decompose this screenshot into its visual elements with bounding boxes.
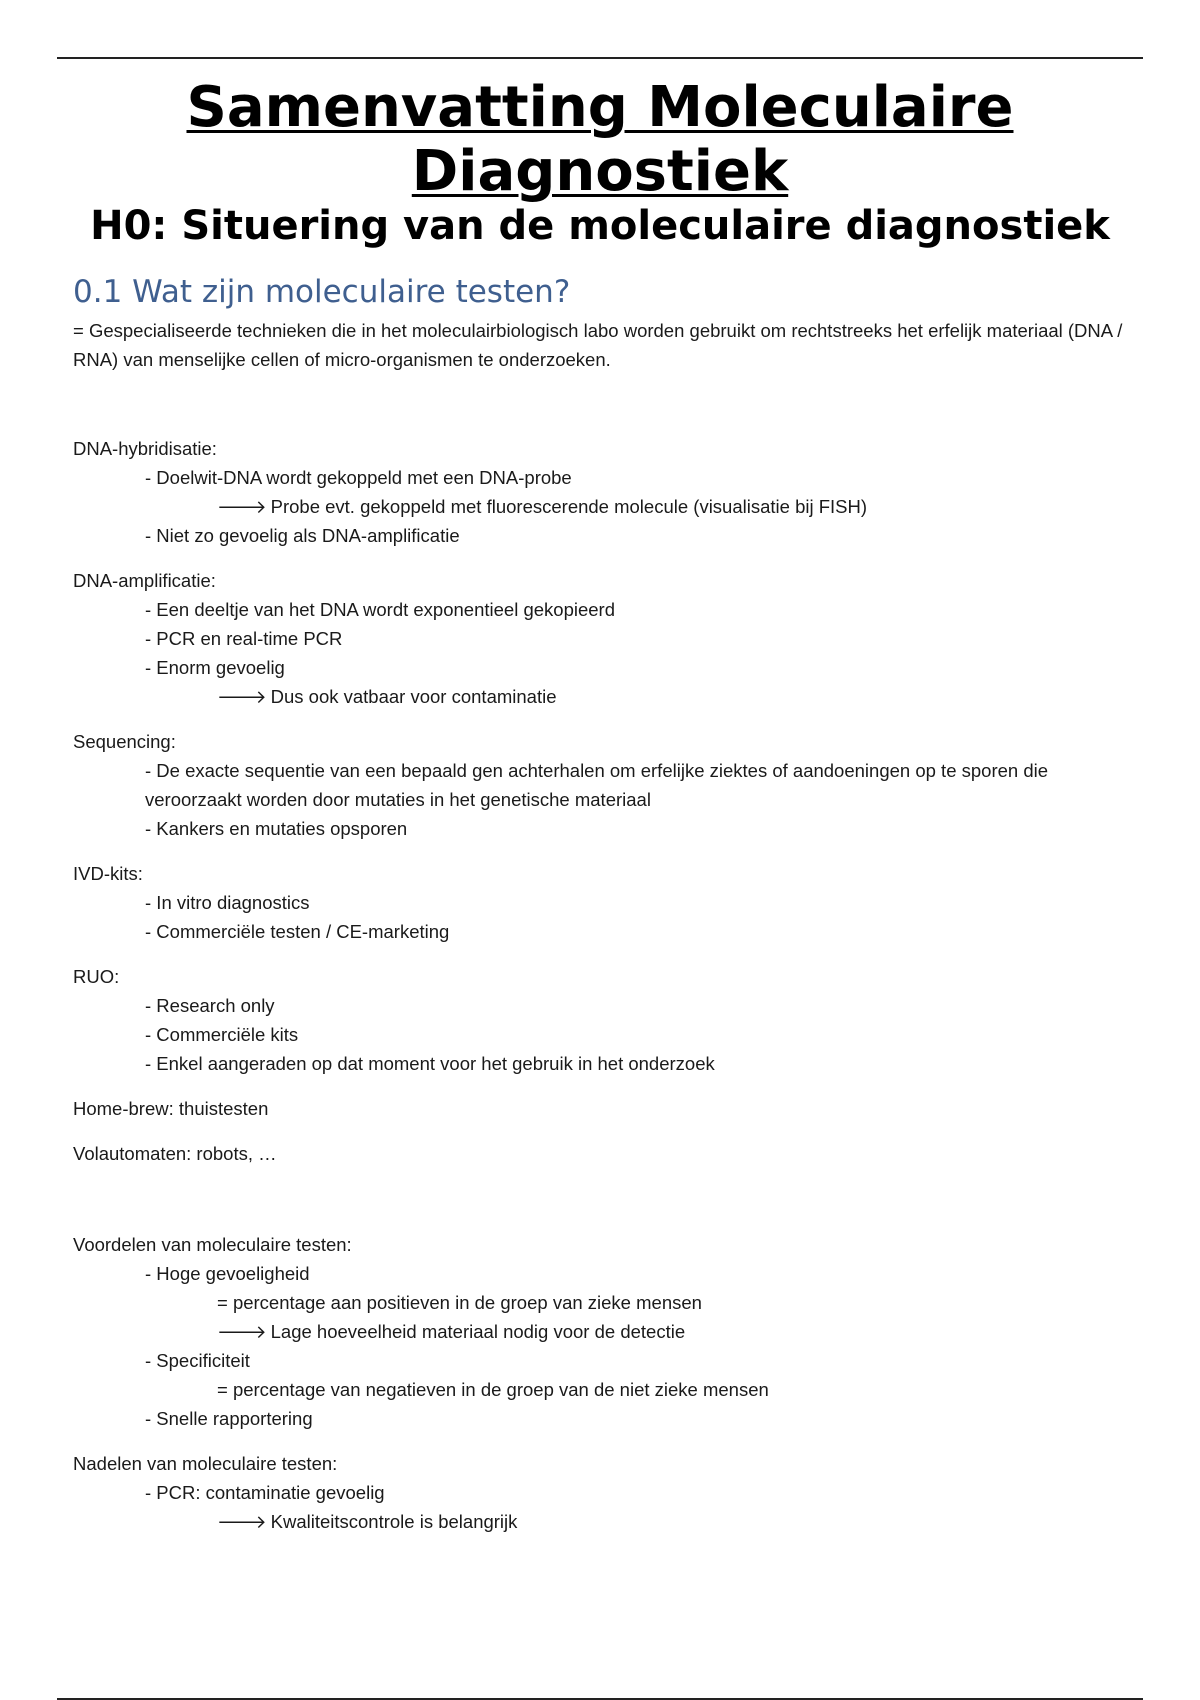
section-heading: 0.1 Wat zijn moleculaire testen? xyxy=(73,274,571,310)
list-item: - Specificiteit xyxy=(145,1350,250,1371)
list-item: - Een deeltje van het DNA wordt exponentieel gekopieerd xyxy=(145,599,615,620)
voordelen-heading: Voordelen van moleculaire testen: xyxy=(73,1234,352,1255)
list-item: - Snelle rapportering xyxy=(145,1408,313,1429)
list-item: - PCR: contaminatie gevoelig xyxy=(145,1482,385,1503)
document-body xyxy=(73,434,1133,1536)
document-title: Samenvatting Moleculaire Diagnostiek xyxy=(186,75,1014,204)
volautomaten-line: Volautomaten: robots, … xyxy=(73,1143,277,1164)
list-item: 🡒 Dus ook vatbaar voor contaminatie xyxy=(73,682,1133,711)
list-item: - Niet zo gevoelig als DNA-amplificatie xyxy=(145,525,460,546)
list-item: - Hoge gevoeligheid xyxy=(145,1263,310,1284)
ivd-heading: IVD-kits: xyxy=(73,863,143,884)
nadelen-heading: Nadelen van moleculaire testen: xyxy=(73,1453,338,1474)
list-item: 🡒 Lage hoeveelheid materiaal nodig voor de detectie xyxy=(73,1317,1133,1346)
right-arrow-icon: 🡒 xyxy=(217,496,267,517)
list-item: - Enkel aangeraden op dat moment voor het gebruik in het onderzoek xyxy=(145,1053,715,1074)
sequencing-heading: Sequencing: xyxy=(73,731,176,752)
list-item: = percentage aan positieven in de groep van zieke mensen xyxy=(217,1292,702,1313)
right-arrow-icon: 🡒 xyxy=(217,1321,267,1342)
right-arrow-icon: 🡒 xyxy=(217,1511,267,1532)
homebrew-line: Home-brew: thuistesten xyxy=(73,1098,269,1119)
list-item: = percentage van negatieven in de groep van de niet zieke mensen xyxy=(217,1379,769,1400)
ruo-heading: RUO: xyxy=(73,966,120,987)
list-item: - Commerciële testen / CE-marketing xyxy=(145,921,450,942)
list-item: - PCR en real-time PCR xyxy=(145,628,343,649)
list-item: - Enorm gevoelig xyxy=(145,657,285,678)
chapter-heading: H0: Situering van de moleculaire diagnostiek xyxy=(90,203,1110,249)
list-item: - Commerciële kits xyxy=(145,1024,299,1045)
list-item: 🡒 Kwaliteitscontrole is belangrijk xyxy=(73,1507,1133,1536)
list-item: 🡒 Probe evt. gekoppeld met fluorescerende molecule (visualisatie bij FISH) xyxy=(73,492,1133,521)
list-item: - Doelwit-DNA wordt gekoppeld met een DNA-probe xyxy=(145,467,572,488)
amplificatie-heading: DNA-amplificatie: xyxy=(73,570,216,591)
hybridisatie-heading: DNA-hybridisatie: xyxy=(73,438,217,459)
list-item: - Kankers en mutaties opsporen xyxy=(145,818,408,839)
list-item: - In vitro diagnostics xyxy=(145,892,310,913)
section-intro: = Gespecialiseerde technieken die in het moleculairbiologisch labo worden gebruikt om rechtstreeks het erfelijk materiaal (DNA / RNA) van menselijke cellen of micro-organismen te onderzoeken. xyxy=(73,320,1123,370)
list-item: - De exacte sequentie van een bepaald gen achterhalen om erfelijke ziektes of aandoeningen op te sporen die veroorzaakt worden door mutaties in het genetische materiaal xyxy=(145,760,1049,810)
top-rule xyxy=(57,57,1143,59)
right-arrow-icon: 🡒 xyxy=(217,686,267,707)
list-item: - Research only xyxy=(145,995,275,1016)
